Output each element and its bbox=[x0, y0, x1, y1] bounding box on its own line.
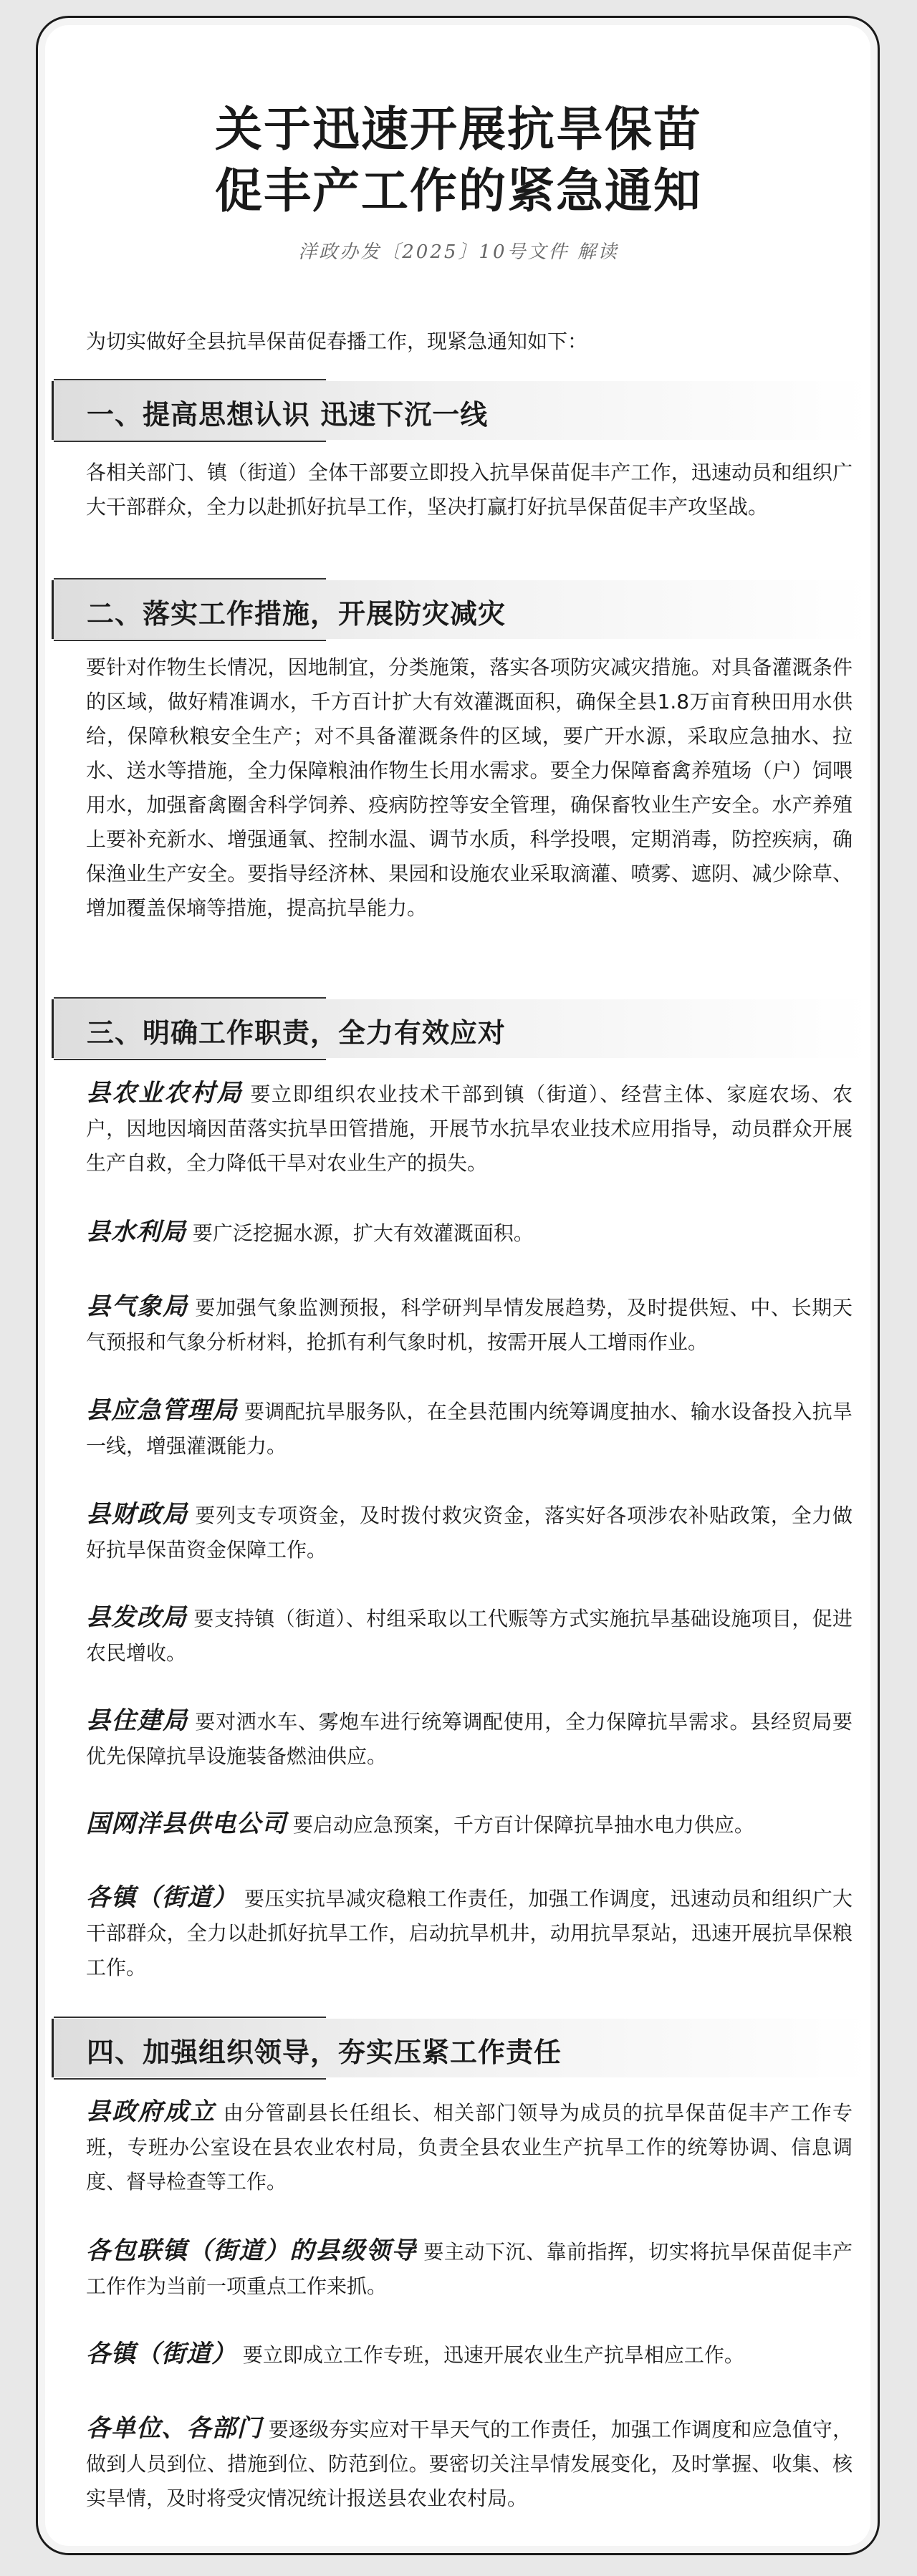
duty-paragraph-development bbox=[86, 1600, 853, 1671]
duty-paragraph-weather bbox=[86, 1289, 853, 1360]
paragraph-text: 要调配抗旱服务队，在全县范围内统筹调度抽水、输水设备投入抗旱一线，增强灌溉能力。 bbox=[86, 1400, 853, 1458]
paragraph-lead: 县发改局 bbox=[86, 1603, 188, 1632]
section-heading-text: 二、落实工作措施，开展防灾减灾 bbox=[87, 598, 506, 630]
org-paragraph-leaders bbox=[86, 2234, 853, 2304]
title-line-2: 促丰产工作的紧急通知 bbox=[215, 163, 702, 218]
paragraph-text: 要立即组织农业技术干部到镇（街道）、经营主体、家庭农场、农户，因地因墒因苗落实抗旱田管措施，开展节水抗旱农业技术应用指导，动员群众开展生产自救，全力降低干旱对农业生产的损失。 bbox=[86, 1082, 853, 1175]
section-2-paragraph bbox=[86, 650, 853, 926]
org-paragraph-towns bbox=[86, 2337, 853, 2373]
paragraph-text: 要启动应急预案，千方百计保障抗旱抽水电力供应。 bbox=[287, 1813, 754, 1837]
section-heading-text: 三、明确工作职责，全力有效应对 bbox=[87, 1017, 506, 1049]
duty-paragraph-housing bbox=[86, 1703, 853, 1774]
paragraph-text: 由分管副县长任组长、相关部门领导为成员的抗旱保苗促丰产工作专班，专班办公室设在县农业农村局，负责全县农业生产抗旱工作的统筹协调、信息调度、督导检查等工作。 bbox=[86, 2101, 853, 2193]
document-title bbox=[0, 99, 917, 222]
paragraph-text: 要列支专项资金，及时拨付救灾资金，落实好各项涉农补贴政策，全力做好抗旱保苗资金保障工作。 bbox=[86, 1504, 853, 1562]
title-line-1: 关于迅速开展抗旱保苗 bbox=[215, 102, 702, 157]
paragraph-lead: 县财政局 bbox=[86, 1500, 188, 1529]
section-heading-3 bbox=[52, 999, 870, 1058]
paragraph-text: 要对洒水车、雾炮车进行统筹调配使用，全力保障抗旱需求。县经贸局要优先保障抗旱设施装备燃油供应。 bbox=[86, 1710, 853, 1768]
paragraph-text: 要支持镇（街道）、村组采取以工代赈等方式实施抗旱基础设施项目，促进农民增收。 bbox=[86, 1607, 853, 1665]
paragraph-text: 各相关部门、镇（街道）全体干部要立即投入抗旱保苗促丰产工作，迅速动员和组织广大干部群众，全力以赴抓好抗旱工作，坚决打赢打好抗旱保苗促丰产攻坚战。 bbox=[86, 461, 853, 519]
paragraph-lead: 各包联镇（街道）的县级领导 bbox=[86, 2236, 417, 2265]
paragraph-lead: 县水利局 bbox=[86, 1218, 186, 1246]
paragraph-lead: 各单位、各部门 bbox=[86, 2414, 262, 2443]
duty-paragraph-agriculture bbox=[86, 1076, 853, 1181]
paragraph-lead: 县政府成立 bbox=[86, 2097, 216, 2126]
paragraph-text: 要立即成立工作专班，迅速开展农业生产抗旱相应工作。 bbox=[236, 2343, 744, 2367]
section-1-paragraph bbox=[86, 456, 853, 524]
paragraph-lead: 各镇（街道） bbox=[86, 1883, 238, 1912]
section-heading-2 bbox=[52, 580, 870, 639]
duty-paragraph-towns bbox=[86, 1880, 853, 1985]
intro-text: 为切实做好全县抗旱保苗促春播工作，现紧急通知如下： bbox=[86, 330, 588, 353]
duty-paragraph-finance bbox=[86, 1497, 853, 1567]
section-heading-text: 四、加强组织领导，夯实压紧工作责任 bbox=[87, 2037, 562, 2068]
section-heading-4 bbox=[52, 2019, 870, 2077]
org-paragraph-units bbox=[86, 2411, 853, 2516]
section-heading-1 bbox=[52, 381, 870, 440]
document-subtitle: 洋政办发〔2025〕10号文件 解读 bbox=[298, 241, 619, 263]
paragraph-text: 要加强气象监测预报，科学研判旱情发展趋势，及时提供短、中、长期天气预报和气象分析材料，抢抓有利气象时机，按需开展人工增雨作业。 bbox=[86, 1296, 853, 1354]
paragraph-lead: 国网洋县供电公司 bbox=[86, 1810, 287, 1838]
paragraph-lead: 县气象局 bbox=[86, 1292, 188, 1321]
paragraph-lead: 县农业农村局 bbox=[86, 1079, 244, 1107]
duty-paragraph-water bbox=[86, 1215, 853, 1251]
duty-paragraph-emergency bbox=[86, 1393, 853, 1464]
paragraph-text: 要针对作物生长情况，因地制宜，分类施策，落实各项防灾减灾措施。对具备灌溉条件的区域，做好精准调水，千方百计扩大有效灌溉面积，确保全县1.8万亩育秧田用水供给，保障秋粮安全生产；对不具备灌溉条件的区域，要广开水源，采取应急抽水、拉水、送水等措施，全力保障粮油作物生长用水需求。要全力保障畜禽养殖场（户）饲喂用水，加强畜禽圈舍科学饲养、疫病防控等安全管理，确保畜牧业生产安全。水产养殖上要补充新水、增强通氧、控制水温、调节水质，科学投喂，定期消毒，防控疾病，确保渔业生产安全。要指导经济林、果园和设施农业采取滴灌、喷雾、遮阴、减少除草、增加覆盖保墒等措施，提高抗旱能力。 bbox=[86, 655, 853, 920]
paragraph-lead: 县应急管理局 bbox=[86, 1396, 238, 1425]
org-paragraph-government bbox=[86, 2095, 853, 2199]
paragraph-lead: 各镇（街道） bbox=[86, 2340, 236, 2368]
duty-paragraph-power bbox=[86, 1807, 853, 1842]
section-heading-text: 一、提高思想认识 迅速下沉一线 bbox=[87, 399, 489, 431]
paragraph-text: 要逐级夯实应对干旱天气的工作责任，加强工作调度和应急值守，做到人员到位、措施到位、防范到位。要密切关注旱情发展变化，及时掌握、收集、核实旱情，及时将受灾情况统计报送县农业农村局。 bbox=[86, 2418, 853, 2510]
paragraph-text: 要广泛挖掘水源，扩大有效灌溉面积。 bbox=[186, 1221, 534, 1245]
paragraph-text: 要主动下沉、靠前指挥，切实将抗旱保苗促丰产工作作为当前一项重点工作来抓。 bbox=[86, 2240, 853, 2298]
paragraph-text: 要压实抗旱减灾稳粮工作责任，加强工作调度，迅速动员和组织广大干部群众，全力以赴抓好抗旱工作，启动抗旱机井，动用抗旱泵站，迅速开展抗旱保粮工作。 bbox=[86, 1887, 853, 1979]
paragraph-lead: 县住建局 bbox=[86, 1706, 188, 1735]
